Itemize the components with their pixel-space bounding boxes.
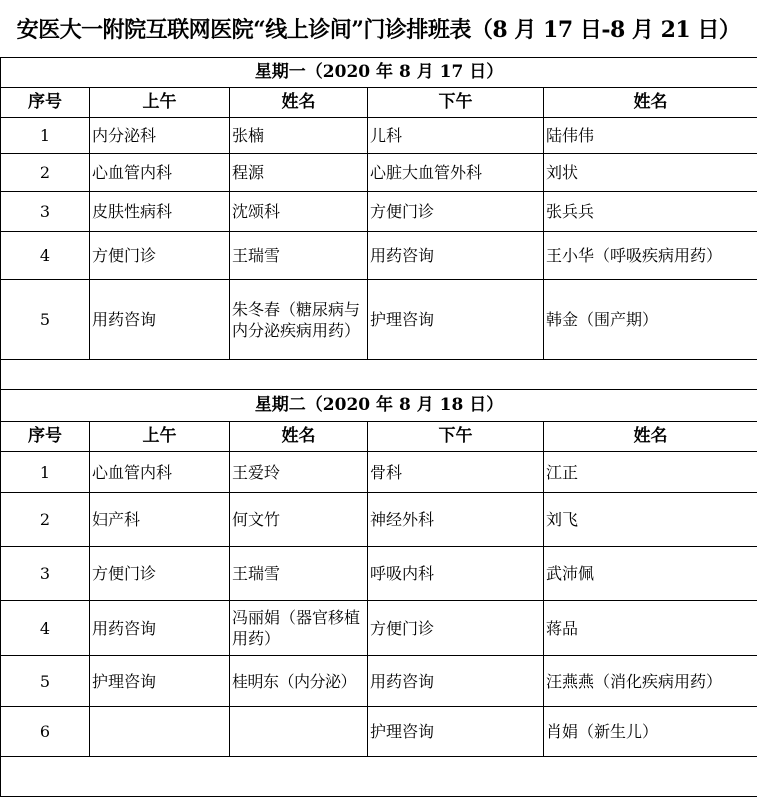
table-row	[1, 656, 757, 707]
table-row	[1, 154, 757, 192]
row-index: 5	[1, 656, 90, 707]
spacer-row	[1, 757, 757, 797]
morning-dept	[90, 707, 230, 757]
row-index: 3	[1, 547, 90, 601]
morning-dept: 心血管内科	[90, 154, 230, 192]
afternoon-dept: 神经外科	[368, 493, 544, 547]
morning-dept: 心血管内科	[90, 452, 230, 493]
afternoon-doctor: 刘飞	[544, 493, 757, 547]
morning-doctor: 程源	[230, 154, 368, 192]
afternoon-doctor: 汪燕燕（消化疾病用药）	[544, 656, 757, 707]
afternoon-dept: 用药咨询	[368, 232, 544, 280]
header-afternoon: 下午	[368, 88, 544, 118]
spacer-cell	[1, 757, 757, 797]
afternoon-doctor: 刘状	[544, 154, 757, 192]
afternoon-doctor: 陆伟伟	[544, 118, 757, 154]
row-index: 4	[1, 601, 90, 656]
afternoon-dept: 儿科	[368, 118, 544, 154]
afternoon-dept: 呼吸内科	[368, 547, 544, 601]
morning-dept: 皮肤性病科	[90, 192, 230, 232]
column-header-row	[1, 88, 757, 118]
day-header-row	[1, 390, 757, 422]
afternoon-dept: 方便门诊	[368, 601, 544, 656]
spacer-cell	[1, 360, 757, 390]
header-morning: 上午	[90, 422, 230, 452]
header-afternoon: 下午	[368, 422, 544, 452]
day-label: 星期二（2020 年 8 月 18 日）	[1, 390, 757, 422]
header-index: 序号	[1, 422, 90, 452]
afternoon-doctor: 江正	[544, 452, 757, 493]
morning-dept: 妇产科	[90, 493, 230, 547]
afternoon-doctor: 武沛佩	[544, 547, 757, 601]
morning-doctor: 沈颂科	[230, 192, 368, 232]
morning-doctor: 张楠	[230, 118, 368, 154]
morning-dept: 方便门诊	[90, 232, 230, 280]
morning-dept: 护理咨询	[90, 656, 230, 707]
morning-doctor: 王爱玲	[230, 452, 368, 493]
header-afternoon-name: 姓名	[544, 422, 757, 452]
morning-doctor: 冯丽娟（器官移植用药）	[230, 601, 368, 656]
row-index: 2	[1, 154, 90, 192]
afternoon-dept: 用药咨询	[368, 656, 544, 707]
day-label: 星期一（2020 年 8 月 17 日）	[1, 58, 757, 88]
table-row	[1, 707, 757, 757]
header-afternoon-name: 姓名	[544, 88, 757, 118]
morning-doctor: 朱冬春（糖尿病与内分泌疾病用药）	[230, 280, 368, 360]
column-header-row	[1, 422, 757, 452]
table-row	[1, 493, 757, 547]
afternoon-doctor: 王小华（呼吸疾病用药）	[544, 232, 757, 280]
afternoon-doctor: 肖娟（新生儿）	[544, 707, 757, 757]
row-index: 1	[1, 452, 90, 493]
header-morning: 上午	[90, 88, 230, 118]
header-morning-name: 姓名	[230, 422, 368, 452]
morning-dept: 用药咨询	[90, 280, 230, 360]
table-row	[1, 118, 757, 154]
header-index: 序号	[1, 88, 90, 118]
schedule-table	[0, 57, 757, 797]
row-index: 4	[1, 232, 90, 280]
morning-dept: 方便门诊	[90, 547, 230, 601]
afternoon-dept: 护理咨询	[368, 280, 544, 360]
afternoon-dept: 骨科	[368, 452, 544, 493]
morning-doctor: 王瑞雪	[230, 547, 368, 601]
afternoon-doctor: 蒋品	[544, 601, 757, 656]
row-index: 3	[1, 192, 90, 232]
morning-doctor: 王瑞雪	[230, 232, 368, 280]
table-row	[1, 192, 757, 232]
table-row	[1, 232, 757, 280]
table-row	[1, 280, 757, 360]
page-title: 安医大一附院互联网医院“线上诊间”门诊排班表（8 月 17 日-8 月 21 日）	[0, 0, 757, 58]
morning-doctor: 何文竹	[230, 493, 368, 547]
morning-doctor	[230, 707, 368, 757]
morning-doctor: 桂明东（内分泌）	[230, 656, 368, 707]
row-index: 5	[1, 280, 90, 360]
afternoon-dept: 方便门诊	[368, 192, 544, 232]
morning-dept: 用药咨询	[90, 601, 230, 656]
table-row	[1, 452, 757, 493]
afternoon-dept: 心脏大血管外科	[368, 154, 544, 192]
row-index: 2	[1, 493, 90, 547]
row-index: 1	[1, 118, 90, 154]
morning-dept: 内分泌科	[90, 118, 230, 154]
afternoon-dept: 护理咨询	[368, 707, 544, 757]
header-morning-name: 姓名	[230, 88, 368, 118]
spacer-row	[1, 360, 757, 390]
day-header-row	[1, 58, 757, 88]
table-row	[1, 547, 757, 601]
row-index: 6	[1, 707, 90, 757]
table-row	[1, 601, 757, 656]
afternoon-doctor: 张兵兵	[544, 192, 757, 232]
afternoon-doctor: 韩金（围产期）	[544, 280, 757, 360]
